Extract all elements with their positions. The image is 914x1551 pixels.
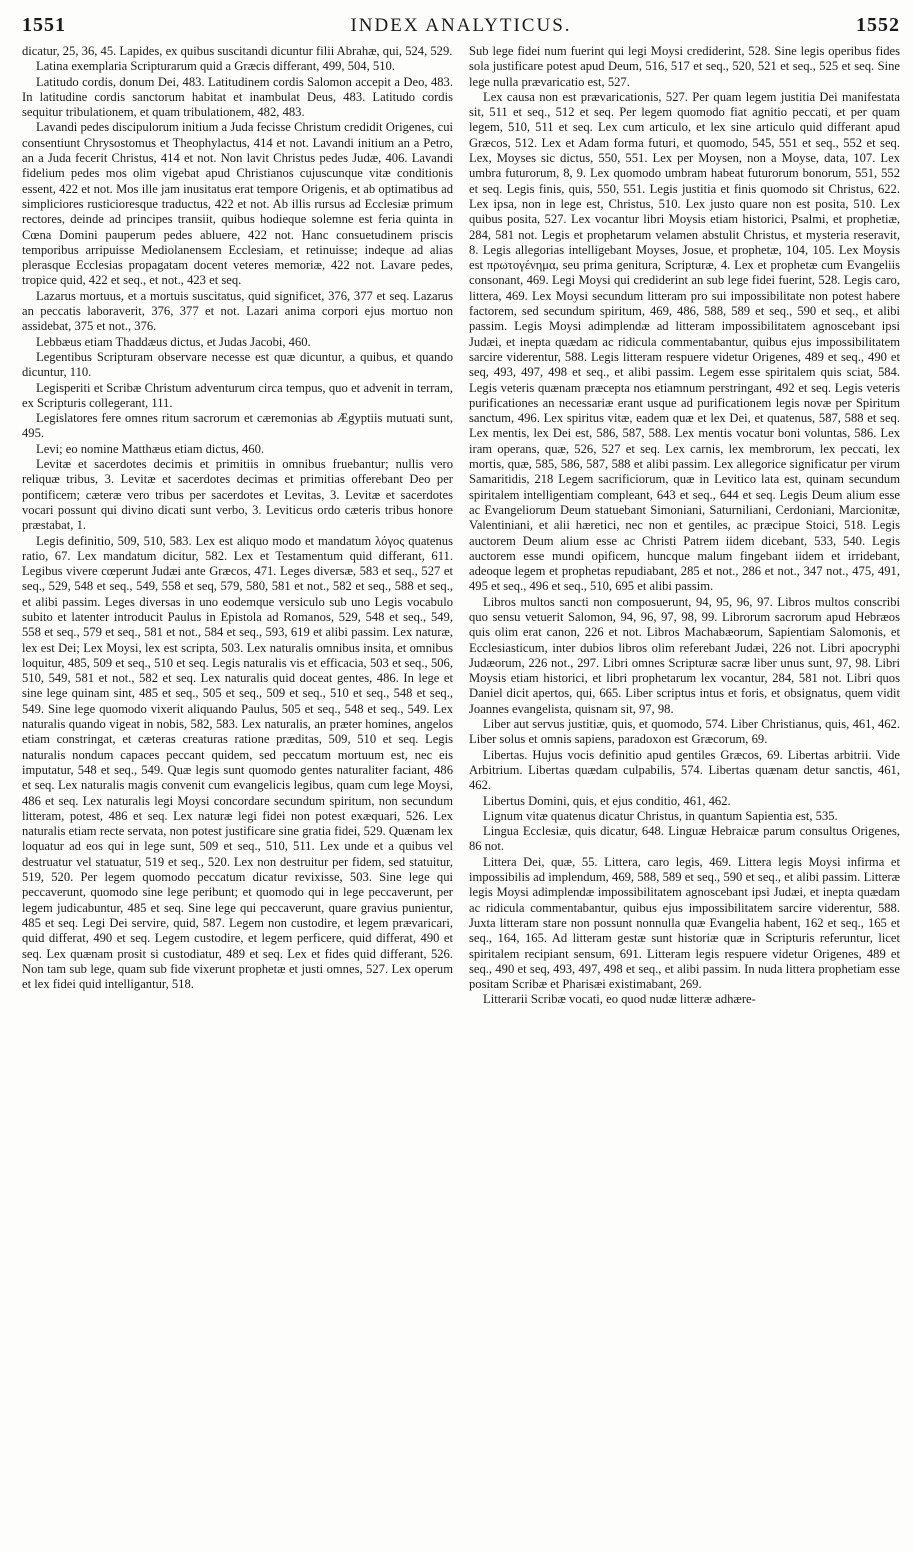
left-column (22, 44, 453, 1544)
index-entry: Legislatores fere omnes ritum sacrorum et cæremonias ab Ægyptiis mutuati sunt, 495. (22, 411, 453, 441)
index-entry: dicatur, 25, 36, 45. Lapides, ex quibus suscitandi dicuntur filii Abrahæ, qui, 524, 529. (22, 44, 453, 58)
page-number-left: 1551 (22, 14, 66, 36)
index-entry: Lavandi pedes discipulorum initium a Juda fecisse Christum credidit Origenes, cui consentiunt Chrysostomus et Theophylactus, 414 et not. Lavandi initium an a Petro, an a Juda fecerit Christus, 414 et not. Non lavit Christus pedes Judæ, 406. Lavandi fidelium pedes mos olim vigebat apud Christianos cujuscunque vitæ conditionis essent, 422 et not. Mos ille jam inusitatus erat tempore Origenis, et ab optimatibus ad simpliciores rusticioresque traductus, 422 et not. Ab illis rursus ad Ecclesiæ primum rectores, deinde ad principes transiit, quibus hodieque solemne est feria quinta in Cœna Domini pauperum pedes abluere, 422 not. Hanc consuetudinem priscis temporibus arripuisse Mediolanensem Ecclesiam, et retinuisse; indeque ad alias plerasque Ecclesias propagatam docent veteres memoriæ, 422 not. Lavare pedes, tropice quid, 422 et seq., et not., 423 et seq. (22, 120, 453, 288)
index-entry: Littera Dei, quæ, 55. Littera, caro legis, 469. Littera legis Moysi infirma et impossibilis ad implendum, 469, 588, 589 et seq., 590 et seq., et alibi passim. Litteræ legis Moysi adimplendæ impossibilitatem agnoscebant ipsi Judæi, et inepta quædam ac ridicula commentabantur, quibus ejus impossibilitatem sarcire viderentur, 588. Juxta litteram stare non possunt nonnulla quæ Evangelia habent, 162 et seq., 165 et seq., 164, 165. Ad litteram gestæ sunt historiæ quæ in Scripturis referuntur, licet spiritalem recipiant sensum, 691. Litteram legis respuere videtur Origenes, 489 et seq., 490 et seq, 493, 497, 498 et seq., et alibi passim. In nuda littera prophetiam esse positam Scribæ et Pharisæi existimabant, 269. (469, 854, 900, 992)
running-title: INDEX ANALYTICUS. (350, 15, 572, 36)
index-entry: Libros multos sancti non composuerunt, 94, 95, 96, 97. Libros multos conscribi quo sensu vetuerit Salomon, 94, 96, 97, 98, 99. Librorum sacrorum apud Hebræos quis olim erat canon, 226 et not. Libros Machabæorum, Sapientiam Salomonis, et Ecclesiasticum, inter dubios libros olim referebant Judæi, 226 not. Libri apocryphi Judæorum, 226 not., 297. Libri omnes Scripturæ sacræ liber unus sunt, 97, 98. Libri Moysis etiam historici, et libri prophetarum lex vocantur, 284, 581 not. Libri quos Daniel dicit apertos, qui, 665. Liber scriptus intus et foris, et obsignatus, quem vidit Joannes evangelista, quisnam sit, 97, 98. (469, 594, 900, 716)
index-entry: Levi; eo nomine Matthæus etiam dictus, 460. (36, 441, 265, 456)
index-entry: Lingua Ecclesiæ, quis dicatur, 648. Linguæ Hebraicæ parum consultus Origenes, 86 not. (469, 824, 900, 854)
index-entry: Levitæ et sacerdotes decimis et primitiis in omnibus fruebantur; nullis vero reliquæ tribus, 3. Levitæ et sacerdotes decimas et primitias offerebant Deo per pontificem; cæteræ vero tribus per sacerdotes et Levitas, 3. Levitæ et sacerdotes vocari possunt qui divino dicati sunt verbo, 3. Leviticus ordo cæteris tribus honore præstabat, 1. (22, 457, 453, 533)
index-entry: Libertas. Hujus vocis definitio apud gentiles Græcos, 69. Libertas arbitrii. Vide Arbitrium. Libertas quædam culpabilis, 574. Libertas quænam detur sanctis, 461, 462. (469, 747, 900, 793)
index-entry: Latitudo cordis, donum Dei, 483. Latitudinem cordis Salomon accepit a Deo, 483. In latitudine cordis sanctorum habitat et inambulat Deus, 483. Latitudo cordis sequitur tribulationem, et quam tribulationem, 482, 483. (22, 74, 453, 120)
index-entry: Litterarii Scribæ vocati, eo quod nudæ litteræ adhære- (483, 992, 756, 1007)
index-entry: Lignum vitæ quatenus dicatur Christus, in quantum Sapientia est, 535. (483, 808, 838, 823)
index-entry: Legentibus Scripturam observare necesse est quæ dicuntur, a quibus, et quando dicuntur, 110. (22, 349, 453, 380)
index-entry: Latina exemplaria Scripturarum quid a Græcis differant, 499, 504, 510. (36, 59, 395, 74)
index-entry: Lazarus mortuus, et a mortuis suscitatus, quid significet, 376, 377 et seq. Lazarus an peccatis laboraverit, 376, 377 et not. Lazari anima corpori ejus mortuo non assidebat, 375 et not., 376. (22, 288, 453, 334)
index-entry: Liber aut servus justitiæ, quis, et quomodo, 574. Liber Christianus, quis, 461, 462. Liber solus et omnis sapiens, paradoxon est Græcorum, 69. (469, 717, 900, 747)
index-entry: Sub lege fidei num fuerint qui legi Moysi crediderint, 528. Sine legis operibus fides sola justificare potest apud Deum, 516, 517 et seq., 520, 521 et seq., 525 et seq. Sine lege nulla prævaricatio est, 527. (469, 44, 900, 89)
index-entry: Lex causa non est prævaricationis, 527. Per quam legem justitia Dei manifestata sit, 511 et seq., 512 et seq. Per legem quomodo fiat agnitio peccati, et per quam legem, 510, 511 et seq. Lex cum articulo, et lex sine articulo quid differant apud Græcos, 512. Lex et Adam forma futuri, et quomodo, 545, 551 et seq., 552 et seq. Lex, Moyses sic dictus, 550, 551. Lex per Moysen, non a Moyse, data, 107. Lex umbra futurorum, 8, 9. Lex quomodo umbram habeat futurorum bonorum, 551, 552 et seq. Legis finis, quis, 550, 551. Legis justitia et finis quomodo sit Christus, 622. Lex ipsa, non in lege est, Christus, 510. Lex justo quare non est posita, 510. Lex quibus posita, 527. Lex vocantur libri Moysis etiam historici, Psalmi, et prophetiæ, 284, 581 not. Legis et prophetarum velamen abstulit Christus, et mysteria reseravit, 8. Legis allegorias intelligebant Moyses, Josue, et prophetæ, 104, 105. Lex Moysis est πρωτογένημα, seu prima genitura, Scripturæ, 4. Lex et prophetæ cum Evangeliis consonant, 469. Legi Moysi qui crediderint an sub lege fidei fuerint, 528. Legis caro, littera, 469. Lex Moysi secundum litteram pro sui impossibilitate non potest habere factorem, sed secundum spiritum, 469, 486, 588, 589 et seq., 590 et seq., et alibi passim. Legis Moysi adimplendæ ad litteram impossibilitatem agnoscebant ipsi Judæi, et inepta quædam ac ridicula commentabantur, quibus ejus impossibilitatem sarcire viderentur, 588. Legis litteram respuere videtur Origenes, 489 et seq., 490 et seq, 493, 497, 498 et seq., et alibi passim. Legem esse spiritalem quis sciat, 584. Legis veteris quænam præcepta nos etiamnum perstringant, 492 et seq. Legis veteris purificationes an necessariæ erant usque ad purificationem legis novæ per Spiritum sanctum, 496. Lex spiritus vitæ, eadem quæ et lex Dei, et quatenus, 587, 588 et seq. Lex mentis, lex Dei est, 586, 587, 588. Lex mentis vocatur boni voluntas, 586. Lex iram operans, quæ, 526, 527 et seq. Lex carnis, lex membrorum, lex peccati, lex mortis, quæ, 585, 586, 587, 588 et alibi passim. Lex allegorice significatur per virum Samaritidis, 218 Legem sacrificiorum, quæ in Levitico lata est, quinam secundum spiritalem intelligentiam compleant, 643 et seq., 644 et seq. Legis Deum alium esse ac Evangeliorum Deum statuebant Simoniani, Saturniliani, Cerdoniani, Marcionitæ, Valentiniani, et alii hæretici, nec non et gentiles, ac præcipue Stoici, 518. Legis auctorem Deum alium esse ac Christi Patrem iidem dicebant, 533, 540. Legis auctorem esse mundi opificem, huncque malum fingebant iidem et irridebant, adeoque legem et prophetas repudiabant, 285 et not., 286 et not., 347 not., 475, 491, 495 et seq., 496 et seq., 510, 695 et alibi passim. (469, 89, 900, 594)
index-entry: Libertus Domini, quis, et ejus conditio, 461, 462. (483, 793, 731, 808)
page-header (22, 14, 900, 44)
right-column (469, 44, 900, 1544)
index-entry: Lebbæus etiam Thaddæus dictus, et Judas Jacobi, 460. (36, 334, 311, 349)
text-columns (22, 44, 900, 1544)
index-entry: Legisperiti et Scribæ Christum adventurum circa tempus, quo et advenit in terram, ex Scripturis collegerant, 111. (22, 380, 453, 410)
page-number-right: 1552 (856, 14, 900, 36)
index-entry: Legis definitio, 509, 510, 583. Lex est aliquo modo et mandatum λόγος quatenus ratio, 67. Lex mandatum dicitur, 582. Lex et Testamentum quid differant, 611. Legibus vivere cœperunt Judæi ante Græcos, 471. Leges diversæ, 583 et seq., 527 et seq., 529, 548 et seq., 549, 558 et seq, 579, 580, 581 et not., 582 et seq., 588 et seq., et alibi passim. Leges diversas in uno eodemque versiculo sub uno Legis vocabulo subito et latenter introducit Paulus in Epistola ad Romanos, 529, 548 et seq., 549, 558 et seq., 579 et seq., 581 et not., 584 et seq., 593, 619 et alibi passim. Lex naturæ, lex est Dei; Lex Moysi, lex est scripta, 503. Lex naturalis omnibus insita, et omnibus loquitur, 485, 509 et seq., 510 et seq. Legis naturalis vis et efficacia, 503 et seq., 506, 510, 549, 581 et not., 582 et seq. Lex naturalis quid doceat gentes, 486. In lege et sine lege quinam sint, 485 et seq., 505 et seq., 509 et seq., 510 et seq., 548 et seq., 549. Sine lege quomodo vixerit aliquando Paulus, 505 et seq., 548 et seq., 549. Lex naturalis quando vigeat in nobis, 582, 583. Lex naturalis, an præter homines, angelos etiam constringat, et cæteras creaturas ratione præditas, 509, 510 et seq. Legis naturalis nondum capaces peccant quidem, sed peccatum mortuum est, nec eis imputatur, 548 et seq., 549. Quæ legis sunt quomodo gentes naturaliter faciant, 486 et seq. Lex naturalis magis convenit cum evangelicis legibus, quam cum lege Moysi, 486 et seq. Lex naturalis legi Moysi concordare secundum spiritum, non secundum litteram, potest, 486 et seq. Lex naturæ legi fidei non potest exæquari, 526. Lex naturalis etiam recte servata, non potest justificare sine gratia fidei, 529. Quænam lex loquatur ad eos qui in lege sunt, 509 et seq., 510, 511. Lex unde et a quibus vel destruatur vel statuatur, 519 et seq., 520. Lex non destruitur per fidem, sed statuitur, 519, 520. Per legem quomodo peccatum dicatur revixisse, 503. Sine lege qui peccaverunt, quomodo sine lege peribunt; et quomodo qui in lege peccaverunt, per legem judicabuntur, 485 et seq. Sine lege qui peccaverunt, quare gravius punientur, 485 et seq. Legi Dei servire, quid, 587. Legem non custodire, et legem prævaricari, quid differat, 490 et seq. Legem custodire, et legem perficere, quid differat, 490 et seq. Lex quænam prosit si custodiatur, 489 et seq. Lex et fides quid differant, 526. Non tam sub lege, quam sub fide vixerunt prophetæ et justi omnes, 527. Lex operum et lex fidei quid intelligantur, 518. (22, 533, 453, 992)
